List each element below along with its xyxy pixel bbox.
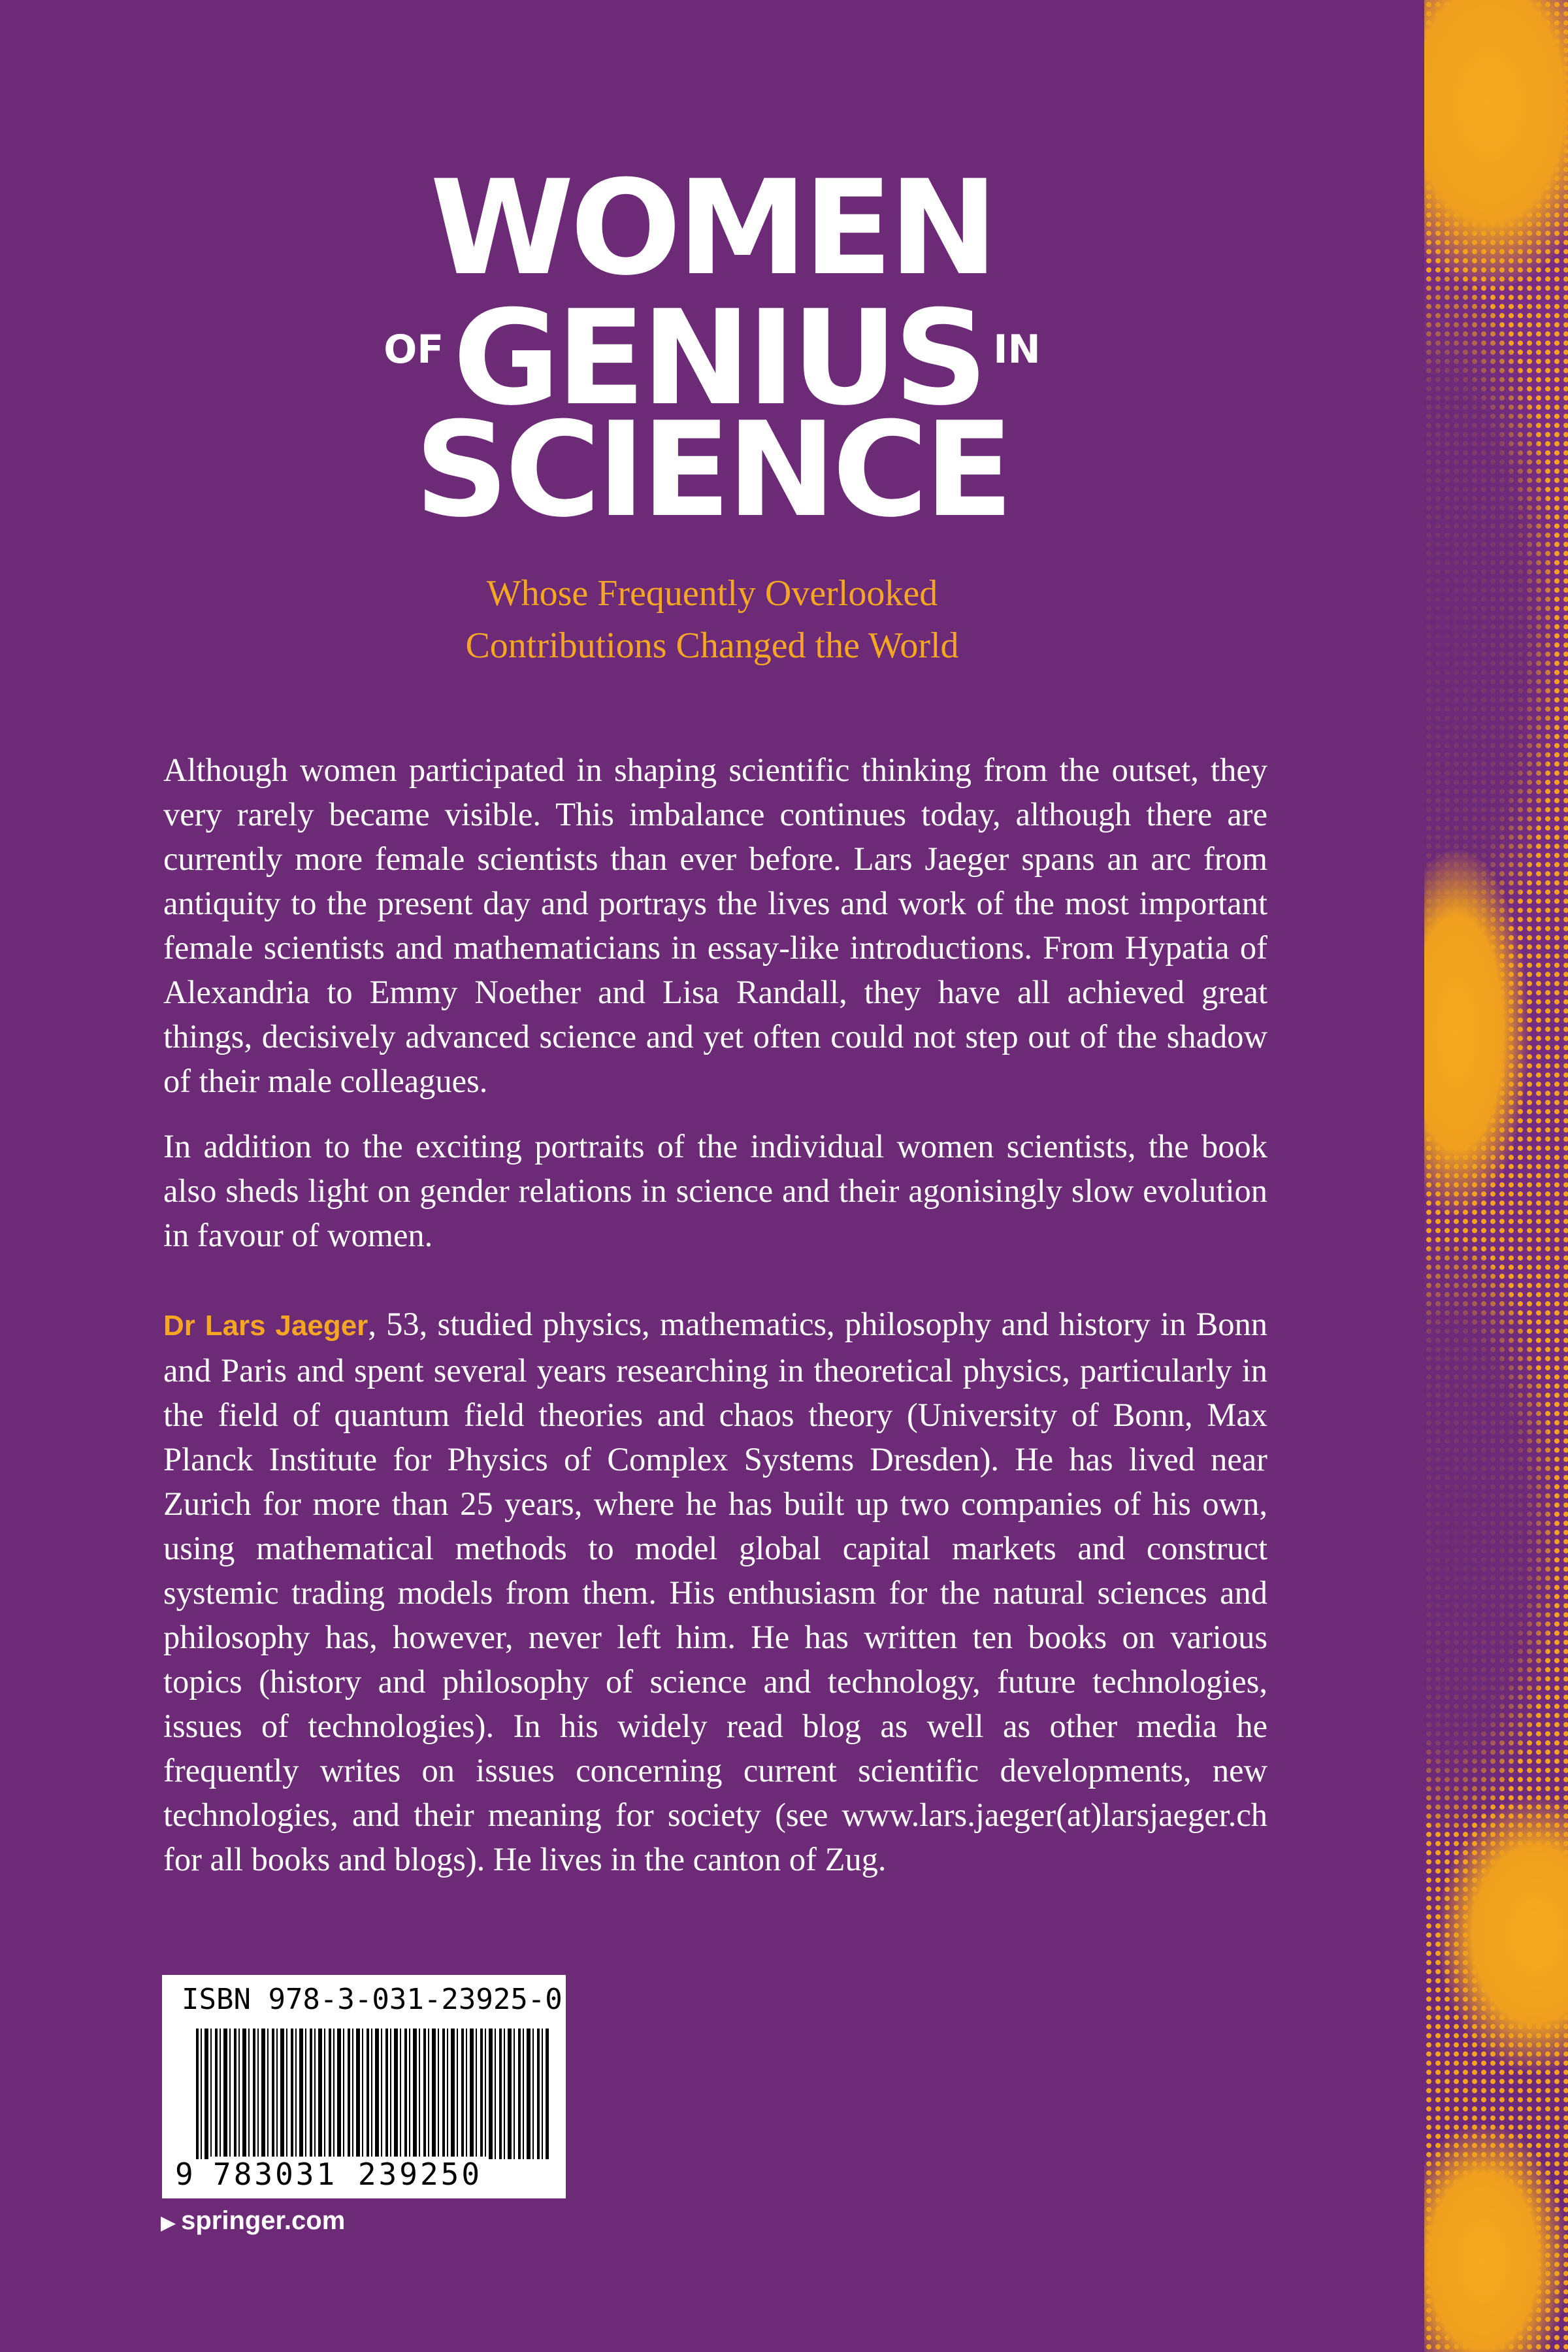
title-genius: GENIUS	[453, 282, 985, 435]
subtitle-line-2: Contributions Changed the World	[465, 625, 959, 666]
blurb-paragraph-1: Although women participated in shaping scientific thinking from the outset, they very rarely became visible. This imbalance continues today, although there are currently more female scientists than ever before. Lars Jaeger spans an arc from antiquity to the present day and portrays the lives and work of the most important female scientists and mathematicians in essay-like introductions. From Hypatia of Alexandria to Emmy Noether and Lisa Randall, they have all achieved great things, decisively advanced science and yet often could not step out of the shadow of their male colleagues.	[163, 752, 1267, 1099]
author-bio-text: , 53, studied physics, mathematics, philosophy and history in Bonn and Paris and spent several years researching in theoretical physics, particularly in the field of quantum field theories and chaos theory (University of Bonn, Max Planck Institute for Physics of Complex Systems Dresden). He has lived near Zurich for more than 25 years, where he has built up two companies of his own, using mathematical methods to model global capital markets and construct systemic trading models from them. His enthusiasm for the natural sciences and philosophy has, however, never left him. He has written ten books on various topics (history and philosophy of science and technology, future technologies, issues of technologies). In his widely read blog as well as other media he frequently writes on issues concerning current scientific developments, new technologies, and their meaning for society (see www.lars.jaeger(at)larsjaeger.ch for all books and blogs). He lives in the canton of Zug.	[163, 1306, 1268, 1878]
barcode-bars	[196, 2029, 549, 2159]
publisher-link[interactable]	[161, 2206, 345, 2236]
barcode-remaining-digits: 783031 239250	[209, 2157, 486, 2192]
play-arrow-icon: ▶	[161, 2212, 176, 2234]
halftone-spine-art	[1424, 0, 1568, 2352]
subtitle	[0, 567, 1424, 672]
title-of: OF	[384, 327, 444, 373]
title-line-women: WOMEN	[430, 152, 994, 305]
author-name: Dr Lars Jaeger	[163, 1310, 368, 1342]
author-bio	[163, 1302, 1267, 1881]
blurb-paragraph-2: In addition to the exciting portraits of the individual women scientists, the book also sheds light on gender relations in science and their agonisingly slow evolution in favour of women.	[163, 1128, 1267, 1253]
publisher-url: springer.com	[181, 2206, 346, 2235]
subtitle-line-1: Whose Frequently Overlooked	[486, 573, 938, 614]
isbn-barcode	[162, 1975, 566, 2198]
title-line-science: SCIENCE	[414, 394, 1010, 546]
isbn-label: ISBN 978-3-031-23925-0	[182, 1983, 563, 2016]
title-in: IN	[993, 327, 1041, 373]
barcode-first-digit: 9	[175, 2157, 196, 2192]
